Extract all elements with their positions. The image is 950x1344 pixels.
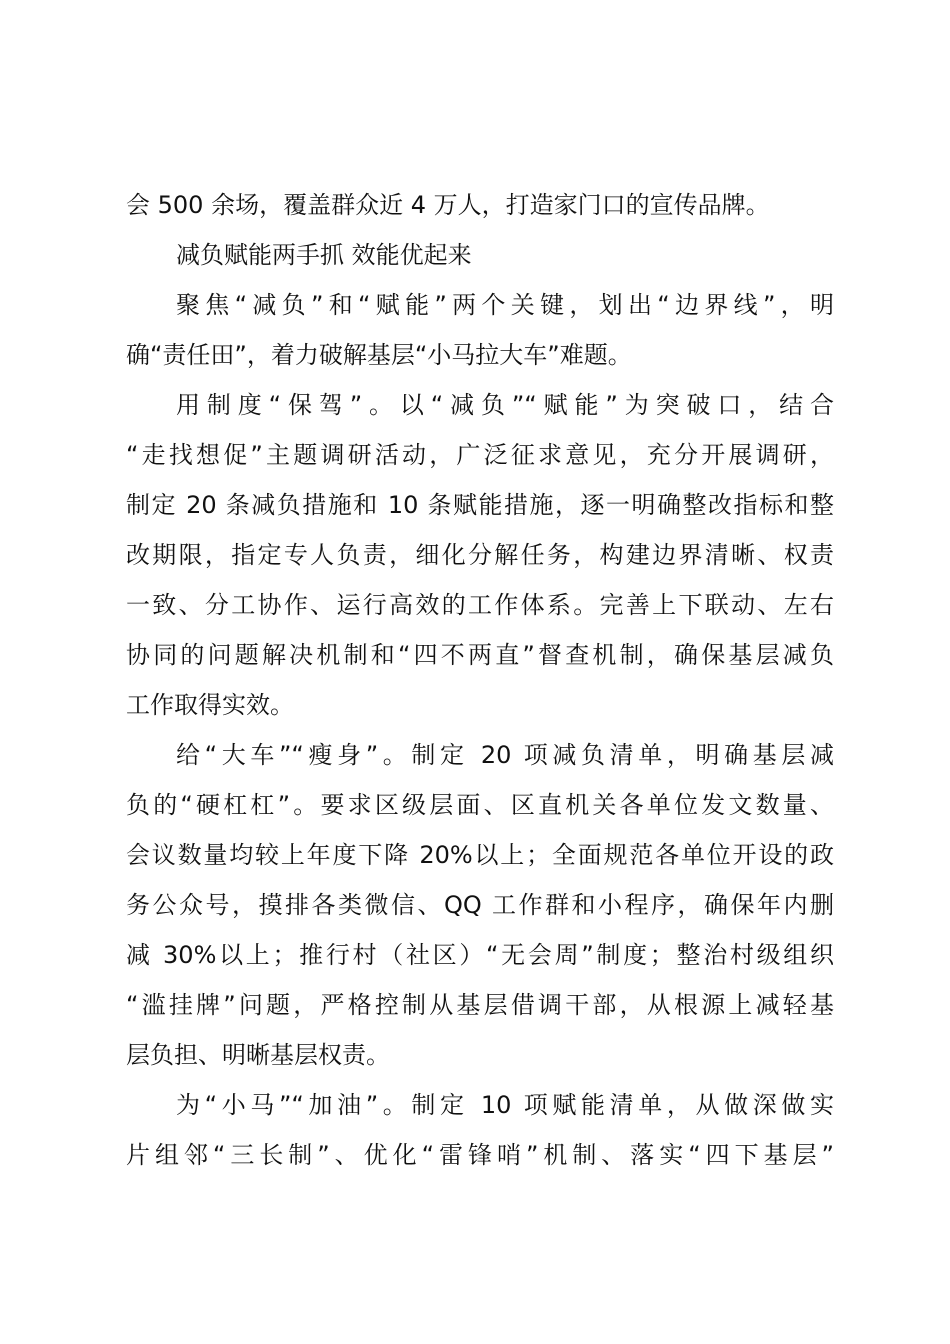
text-line: 工作取得实效。 <box>126 691 294 719</box>
section-heading: 减负赋能两手抓 效能优起来 <box>176 241 472 269</box>
text-line: 协同的问题解决机制和“四不两直”督查机制，确保基层减负 <box>126 641 834 669</box>
text-line: “走找想促”主题调研活动，广泛征求意见，充分开展调研， <box>126 441 834 469</box>
text-line: 会议数量均较上年度下降 20%以上；全面规范各单位开设的政 <box>126 841 834 869</box>
text-line: 用制度“保驾”。以“减负”“赋能”为突破口，结合 <box>176 391 834 419</box>
text-line: 制定 20 条减负措施和 10 条赋能措施，逐一明确整改指标和整 <box>126 491 834 519</box>
text-line: 片组邻“三长制”、优化“雷锋哨”机制、落实“四下基层” <box>126 1141 834 1169</box>
text-line: 聚焦“减负”和“赋能”两个关键，划出“边界线”，明 <box>176 291 834 319</box>
text-line: 一致、分工协作、运行高效的工作体系。完善上下联动、左右 <box>126 591 834 619</box>
text-line: 减 30%以上；推行村（社区）“无会周”制度；整治村级组织 <box>126 941 834 969</box>
body-text <box>126 180 834 1180</box>
text-line: “滥挂牌”问题，严格控制从基层借调干部，从根源上减轻基 <box>126 991 834 1019</box>
text-line: 给“大车”“瘦身”。制定 20 项减负清单，明确基层减 <box>176 741 834 769</box>
text-line: 确“责任田”，着力破解基层“小马拉大车”难题。 <box>126 341 632 369</box>
text-line: 负的“硬杠杠”。要求区级层面、区直机关各单位发文数量、 <box>126 791 834 819</box>
text-line: 改期限，指定专人负责，细化分解任务，构建边界清晰、权责 <box>126 541 834 569</box>
text-line: 为“小马”“加油”。制定 10 项赋能清单，从做深做实 <box>176 1091 834 1119</box>
text-line: 层负担、明晰基层权责。 <box>126 1041 390 1069</box>
text-line: 会 500 余场，覆盖群众近 4 万人，打造家门口的宣传品牌。 <box>126 191 770 219</box>
text-line: 务公众号，摸排各类微信、QQ 工作群和小程序，确保年内删 <box>126 891 834 919</box>
